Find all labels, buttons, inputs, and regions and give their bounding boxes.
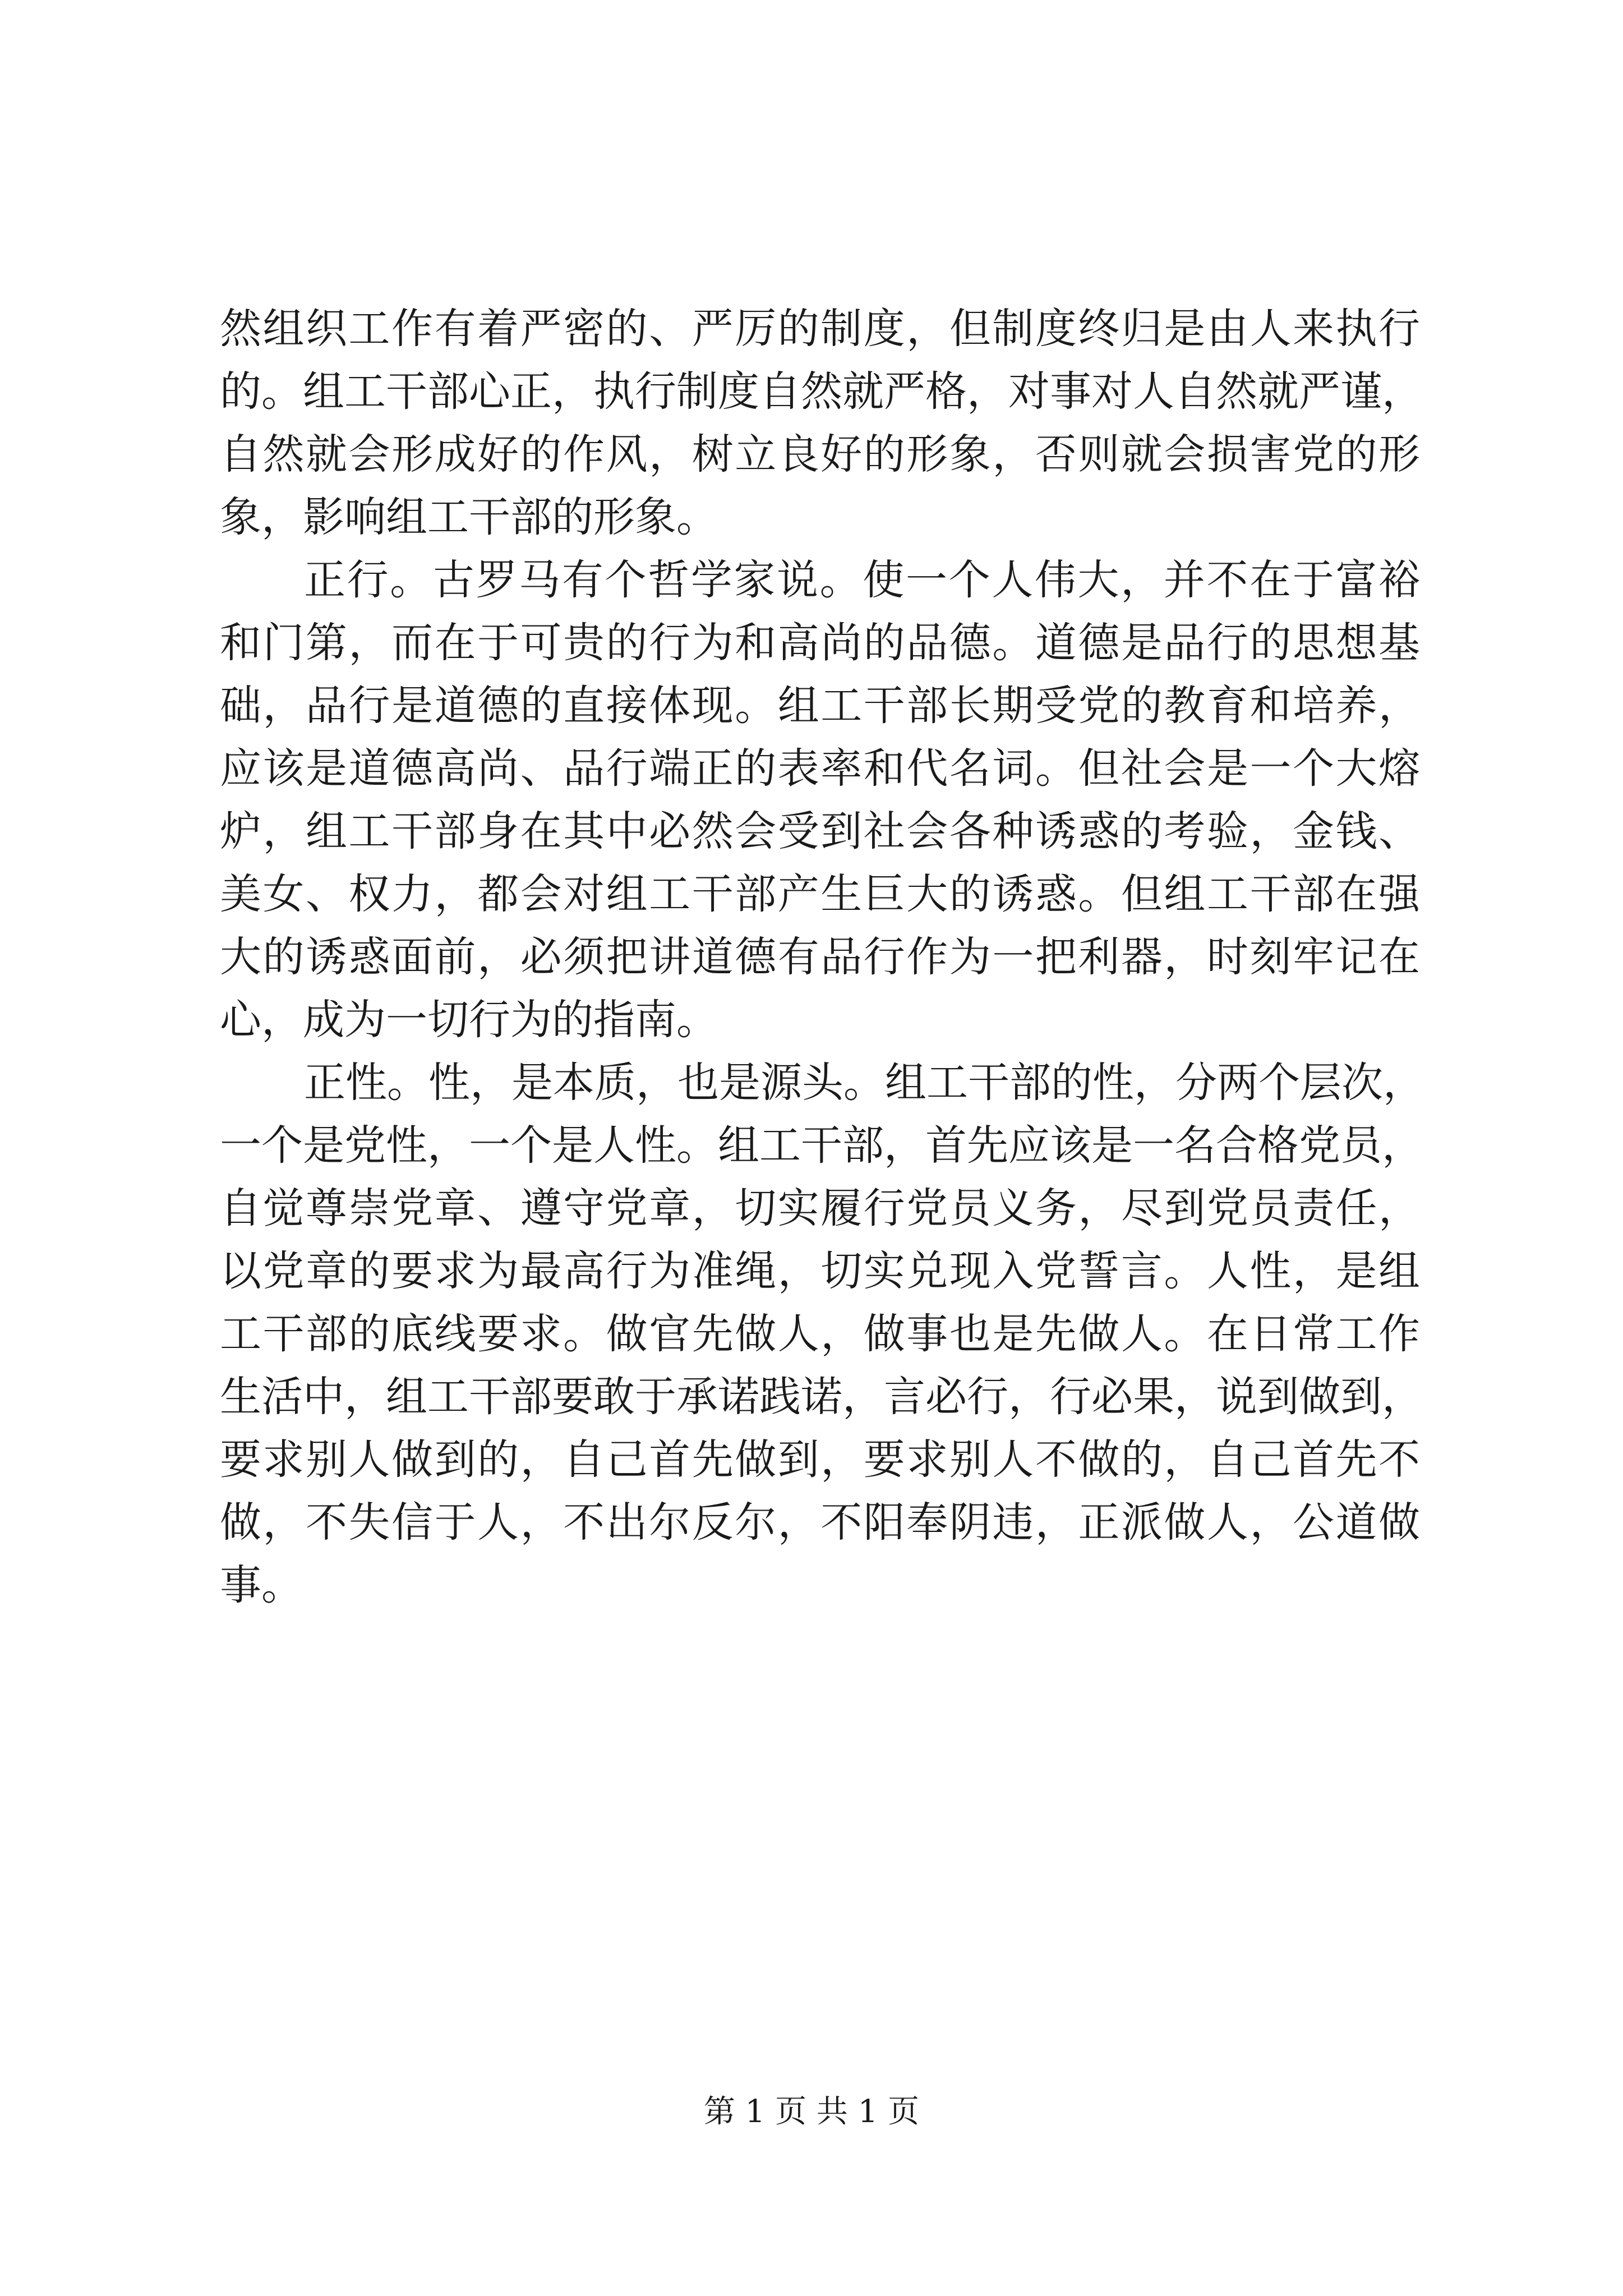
text-line: 事。 bbox=[220, 1561, 303, 1609]
text-line: 美女、权力，都会对组工干部产生巨大的诱惑。但组工干部在强 bbox=[220, 870, 1420, 918]
text-line: 正行。古罗马有个哲学家说。使一个人伟大，并不在于富裕 bbox=[304, 556, 1420, 604]
text-line: 和门第，而在于可贵的行为和高尚的品德。道德是品行的思想基 bbox=[220, 619, 1420, 667]
text-line: 要求别人做到的，自己首先做到，要求别人不做的，自己首先不 bbox=[220, 1435, 1420, 1484]
page-footer: 第 1 页 共 1 页 bbox=[703, 2093, 920, 2130]
body-text bbox=[220, 297, 1424, 1617]
text-line: 自然就会形成好的作风，树立良好的形象，否则就会损害党的形 bbox=[220, 430, 1420, 478]
text-line: 工干部的底线要求。做官先做人，做事也是先做人。在日常工作 bbox=[220, 1310, 1420, 1358]
text-line: 心，成为一切行为的指南。 bbox=[220, 996, 718, 1044]
text-line: 做，不失信于人，不出尔反尔，不阳奉阴违，正派做人，公道做 bbox=[220, 1498, 1420, 1547]
text-line: 应该是道德高尚、品行端正的表率和代名词。但社会是一个大熔 bbox=[220, 744, 1420, 793]
text-line: 然组织工作有着严密的、严厉的制度，但制度终归是由人来执行 bbox=[220, 305, 1420, 353]
text-line: 生活中，组工干部要敢于承诺践诺，言必行，行必果，说到做到， bbox=[220, 1373, 1423, 1421]
text-line: 象，影响组工干部的形象。 bbox=[220, 493, 718, 541]
text-line: 大的诱惑面前，必须把讲道德有品行作为一把利器，时刻牢记在 bbox=[220, 933, 1420, 981]
text-line: 自觉尊崇党章、遵守党章，切实履行党员义务，尽到党员责任， bbox=[220, 1184, 1420, 1232]
text-line: 正性。性，是本质，也是源头。组工干部的性，分两个层次， bbox=[304, 1059, 1424, 1107]
text-line: 一个是党性，一个是人性。组工干部，首先应该是一名合格党员， bbox=[220, 1121, 1423, 1170]
text-line: 础，品行是道德的直接体现。组工干部长期受党的教育和培养， bbox=[220, 682, 1420, 730]
text-line: 炉，组工干部身在其中必然会受到社会各种诱惑的考验，金钱、 bbox=[220, 807, 1420, 855]
text-line: 以党章的要求为最高行为准绳，切实兑现入党誓言。人性，是组 bbox=[220, 1247, 1420, 1295]
text-line: 的。组工干部心正，执行制度自然就严格，对事对人自然就严谨， bbox=[220, 367, 1423, 416]
